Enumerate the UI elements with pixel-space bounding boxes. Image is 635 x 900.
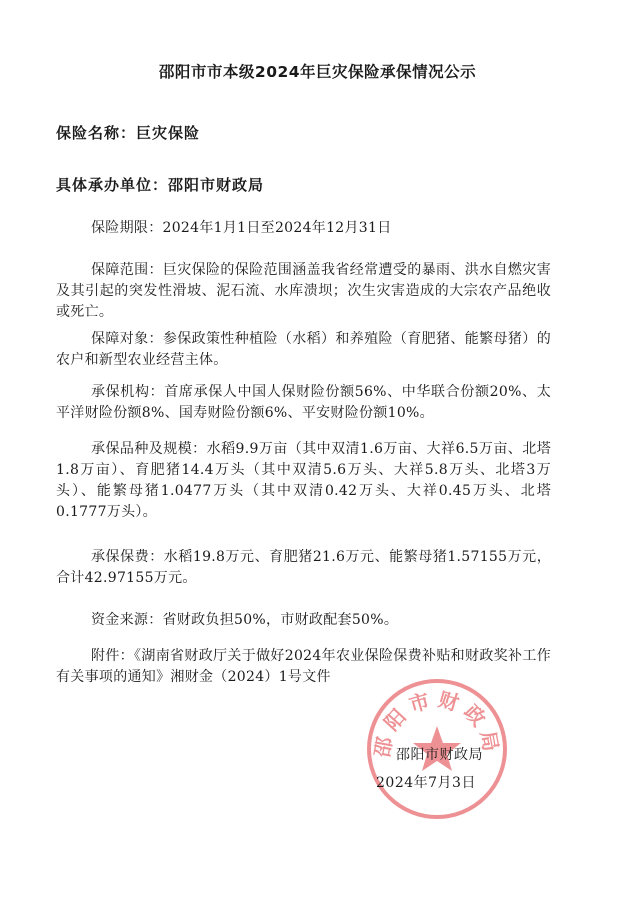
underwriters-paragraph: 承保机构：首席承保人中国人保财险份额56%、中华联合份额20%、太平洋财险份额8%、国寿财险份额6%、平安财险份额10%。: [56, 384, 551, 421]
document-title: 邵阳市市本级2024年巨灾保险承保情况公示: [158, 63, 477, 81]
signature-organization: 邵阳市财政局: [396, 747, 483, 763]
insurance-name-heading: 保险名称：巨灾保险: [56, 124, 201, 142]
attachment-paragraph: 附件：《湖南省财政厅关于做好2024年农业保险保费补贴和财政奖补工作有关事项的通知》湘财金（2024）1号文件: [56, 648, 551, 685]
insurance-period-paragraph: 保险期限：2024年1月1日至2024年12月31日: [91, 220, 392, 236]
varieties-scale-paragraph: 承保品种及规模：水稻9.9万亩（其中双清1.6万亩、大祥6.5万亩、北塔1.8万亩）、育肥猪14.4万头（其中双清5.6万头、大祥5.8万头、北塔3万头）、能繁母猪1.0477万头（其中双清0.42万头、大祥0.45万头、北塔0.1777万头）。: [56, 441, 551, 520]
coverage-scope-paragraph: 保障范围：巨灾保险的保险范围涵盖我省经常遭受的暴雨、洪水自燃灾害及其引起的突发性滑坡、泥石流、水库溃坝；次生灾害造成的大宗农产品绝收或死亡。: [56, 262, 551, 320]
coverage-target-paragraph: 保障对象：参保政策性种植险（水稻）和养殖险（育肥猪、能繁母猪）的农户和新型农业经营主体。: [56, 331, 551, 368]
premium-paragraph: 承保保费：水稻19.8万元、育肥猪21.6万元、能繁母猪1.57155万元，合计42.97155万元。: [56, 549, 551, 586]
funding-source-paragraph: 资金来源：省财政负担50%，市财政配套50%。: [91, 612, 399, 628]
seal-text: 邵阳市财政局: [369, 686, 505, 760]
organizer-heading: 具体承办单位：邵阳市财政局: [56, 176, 265, 194]
signature-date: 2024年7月3日: [376, 775, 476, 791]
